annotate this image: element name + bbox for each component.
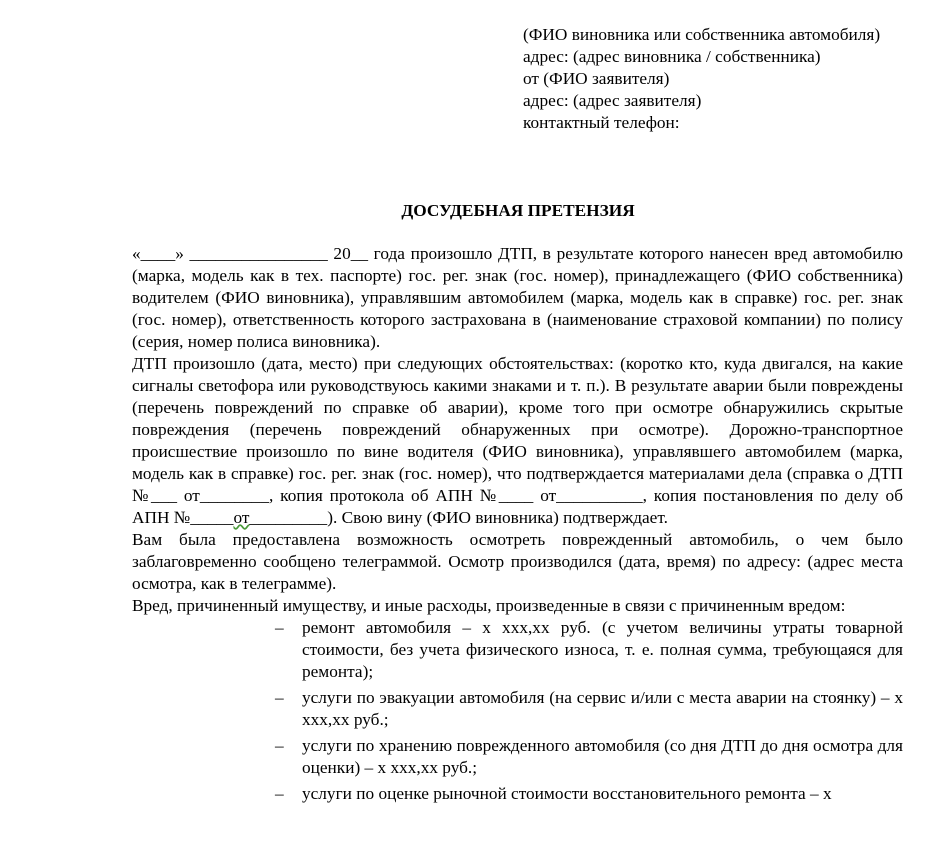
dash-marker: – [275,688,284,707]
list-item-text: ремонт автомобиля – х ххх,хх руб. (с учетом величины утраты товарной стоимости, без учета физического износа, т. е. полная сумма, требующаяся для ремонта); [302,618,903,681]
circumstances-text: ДТП произошло (дата, место) при следующих обстоятельствах: (коротко кто, куда двигался, на какие сигналы светофора или руководствуюсь какими знаками и т. п.). В результате аварии были повреждены (перечень повреждений по справке об аварии), кроме того при осмотре обнаружились скрытые повреждения (перечень повреждений обнаруженных при осмотре). Дорожно-транспортное происшествие произошло по вине водителя (ФИО виновника), управлявшего автомобилем (марка, модель как в справке) гос. рег. знак (гос. номер), что подтверждается материалами дела (справка о ДТП №___ от________, копия протокола об АПН №____ от__________, копия постановления по делу об АПН №_____ [132,354,903,527]
addressee-name: (ФИО виновника или собственника автомобиля) [523,25,881,44]
list-item [275,617,903,683]
damages-list [275,617,903,805]
list-item [275,735,903,779]
addressee-address: адрес: (адрес виновника / собственника) [523,47,821,66]
list-item-text: услуги по оценке рыночной стоимости восстановительного ремонта – х [302,784,832,803]
from-word: от [233,508,250,527]
applicant-address: адрес: (адрес заявителя) [523,91,702,110]
list-item-text: услуги по эвакуации автомобиля (на сервис и/или с места аварии на стоянку) – х ххх,хх руб.; [302,688,903,729]
contact-phone: контактный телефон: [523,113,680,132]
circumstances-end: _________). Свою вину (ФИО виновника) подтверждает. [249,508,668,527]
addressee-block [523,24,903,134]
list-item [275,687,903,731]
paragraph-circumstances [132,353,903,529]
paragraph-inspection: Вам была предоставлена возможность осмотреть поврежденный автомобиль, о чем было заблаговременно сообщено телеграммой. Осмотр производился (дата, время) по адресу: (адрес места осмотра, как в телеграмме). [132,530,903,593]
paragraph-accident: «____» ________________ 20__ года произошло ДТП, в результате которого нанесен вред автомобилю (марка, модель как в тех. паспорте) гос. рег. знак (гос. номер), принадлежащего (ФИО собственника) водителем (ФИО виновника), управлявшим автомобилем (марка, модель как в справке) гос. рег. знак (гос. номер), ответственность которого застрахована в (наименование страховой компании) по полису (серия, номер полиса виновника). [132,244,903,351]
dash-marker: – [275,618,284,637]
dash-marker: – [275,784,284,803]
paragraph-damages-intro: Вред, причиненный имуществу, и иные расходы, произведенные в связи с причиненным вредом: [132,596,846,615]
document-body [132,243,903,809]
list-item [275,783,903,805]
applicant-name: от (ФИО заявителя) [523,69,670,88]
dash-marker: – [275,736,284,755]
list-item-text: услуги по хранению поврежденного автомобиля (со дня ДТП до дня осмотра для оценки) – х ххх,хх руб.; [302,736,903,777]
document-title: ДОСУДЕБНАЯ ПРЕТЕНЗИЯ [401,201,635,220]
